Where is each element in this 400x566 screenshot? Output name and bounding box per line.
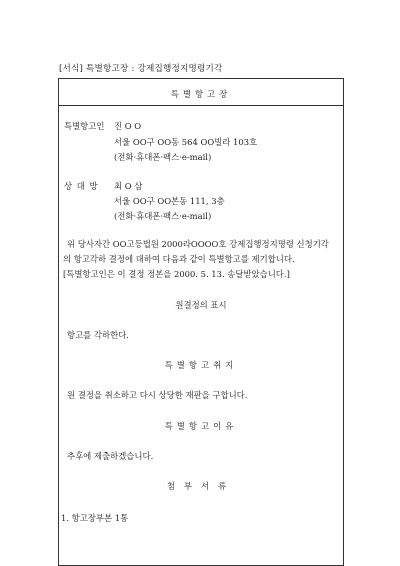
special-appeal-document bbox=[58, 78, 344, 566]
attachment-item: 1. 항고장부본 1통 bbox=[61, 513, 129, 523]
form-caption: [서식] 특별항고장 : 강제집행정지명령기각 bbox=[59, 64, 223, 74]
intro-line-3: [특별항고인은 이 결정 정본을 2000. 5. 13. 송달받았습니다.] bbox=[63, 269, 290, 279]
original-decision-heading: 원결정의 표시 bbox=[175, 300, 227, 310]
title-divider bbox=[59, 105, 343, 106]
appeal-purpose-body: 원 결정을 취소하고 다시 상당한 재판을 구합니다. bbox=[67, 390, 248, 400]
appeal-reason-body: 추후에 제출하겠습니다. bbox=[67, 451, 154, 461]
opponent-name: 최 O 삼 bbox=[114, 181, 143, 191]
opponent-contact: (전화·휴대폰·팩스·e-mail) bbox=[114, 211, 212, 221]
appellant-label: 특별항고인 bbox=[64, 121, 105, 131]
opponent-label: 상 대 방 bbox=[64, 181, 99, 191]
appellant-address: 서울 OO구 OO동 564 OO빌라 103호 bbox=[114, 137, 258, 147]
appellant-name: 진 O O bbox=[114, 121, 142, 131]
intro-line-1: 위 당사자간 OO고등법원 2000라OOOO호 강제집행정지명령 신청기각 bbox=[67, 239, 329, 249]
appeal-purpose-heading: 특별항고취지 bbox=[164, 360, 238, 370]
appeal-reason-heading: 특별항고이유 bbox=[164, 421, 238, 431]
appellant-contact: (전화·휴대폰·팩스·e-mail) bbox=[114, 152, 212, 162]
document-title: 특별항고장 bbox=[170, 89, 232, 99]
attachments-heading: 첨부서류 bbox=[166, 481, 236, 491]
intro-line-2: 의 항고각하 결정에 대하여 다음과 같이 특별항고를 제기합니다. bbox=[63, 254, 295, 264]
original-decision-body: 항고를 각하한다. bbox=[67, 330, 129, 340]
opponent-address: 서울 OO구 OO본동 111, 3층 bbox=[114, 196, 225, 206]
